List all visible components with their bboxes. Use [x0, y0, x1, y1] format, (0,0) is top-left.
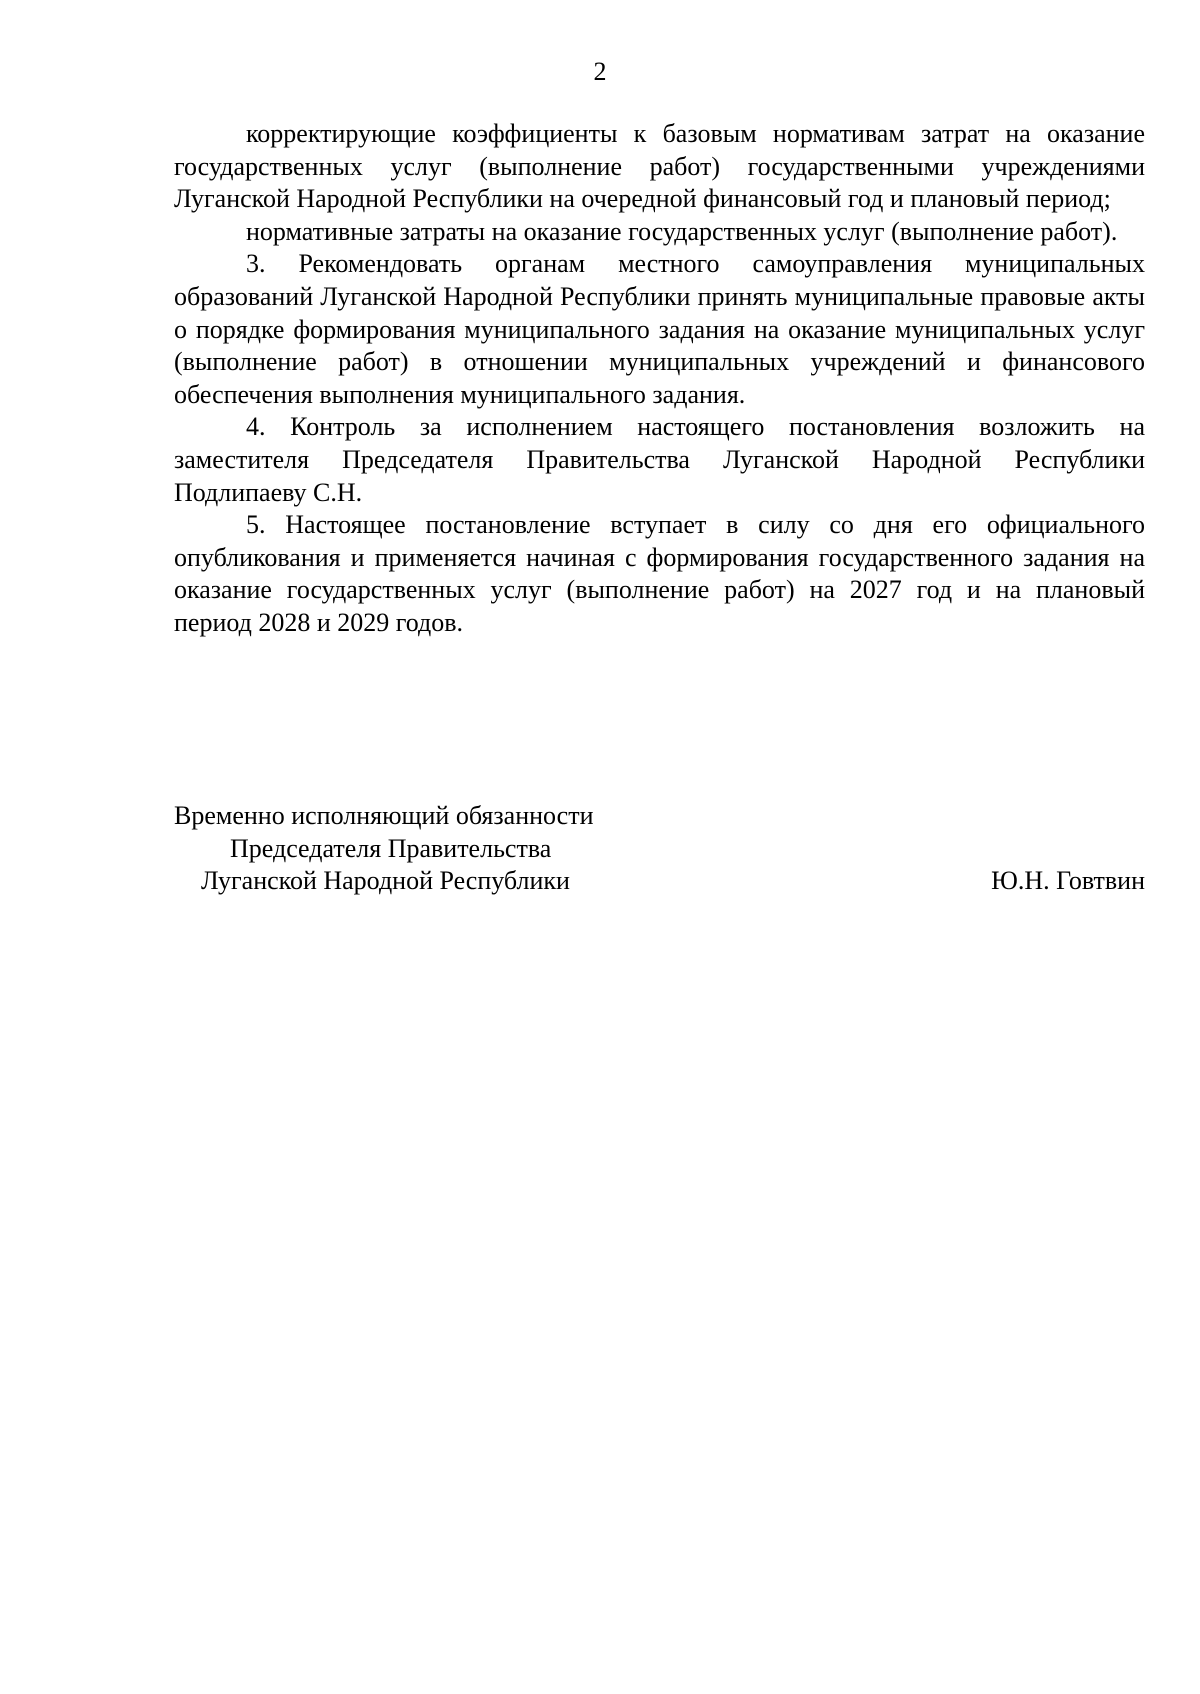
signatory-position-line-3: Луганской Народной Республики [201, 866, 570, 896]
document-body [174, 118, 1145, 640]
paragraph-item-4: 4. Контроль за исполнением настоящего постановления возложить на заместителя Председателя Правительства Луганской Народной Республики Подлипаеву С.Н. [174, 412, 1145, 507]
page-number: 2 [593, 57, 607, 86]
paragraph-item-3: 3. Рекомендовать органам местного самоуправления муниципальных образований Луганской Народной Республики принять муниципальные правовые акты о порядке формирования муниципального задания на оказание муниципальных услуг (выполнение работ) в отношении муниципальных учреждений и финансового обеспечения выполнения муниципального задания. [174, 249, 1145, 409]
signature-block [174, 800, 1145, 898]
signatory-name: Ю.Н. Говтвин [991, 866, 1145, 895]
signatory-position-line-1: Временно исполняющий обязанности [174, 801, 594, 830]
paragraph-correction-coefficients: корректирующие коэффициенты к базовым нормативам затрат на оказание государственных услуг (выполнение работ) государственными учреждениями Луганской Народной Республики на очередной финансовый год и плановый период; [174, 119, 1145, 214]
paragraph-normative-costs: нормативные затраты на оказание государственных услуг (выполнение работ). [246, 216, 1118, 246]
paragraph-item-5: 5. Настоящее постановление вступает в силу со дня его официального опубликования и применяется начиная с формирования государственного задания на оказание государственных услуг (выполнение работ) на 2027 год и на плановый период 2028 и 2029 годов. [174, 510, 1145, 637]
signatory-position-line-2: Председателя Правительства [230, 833, 552, 863]
